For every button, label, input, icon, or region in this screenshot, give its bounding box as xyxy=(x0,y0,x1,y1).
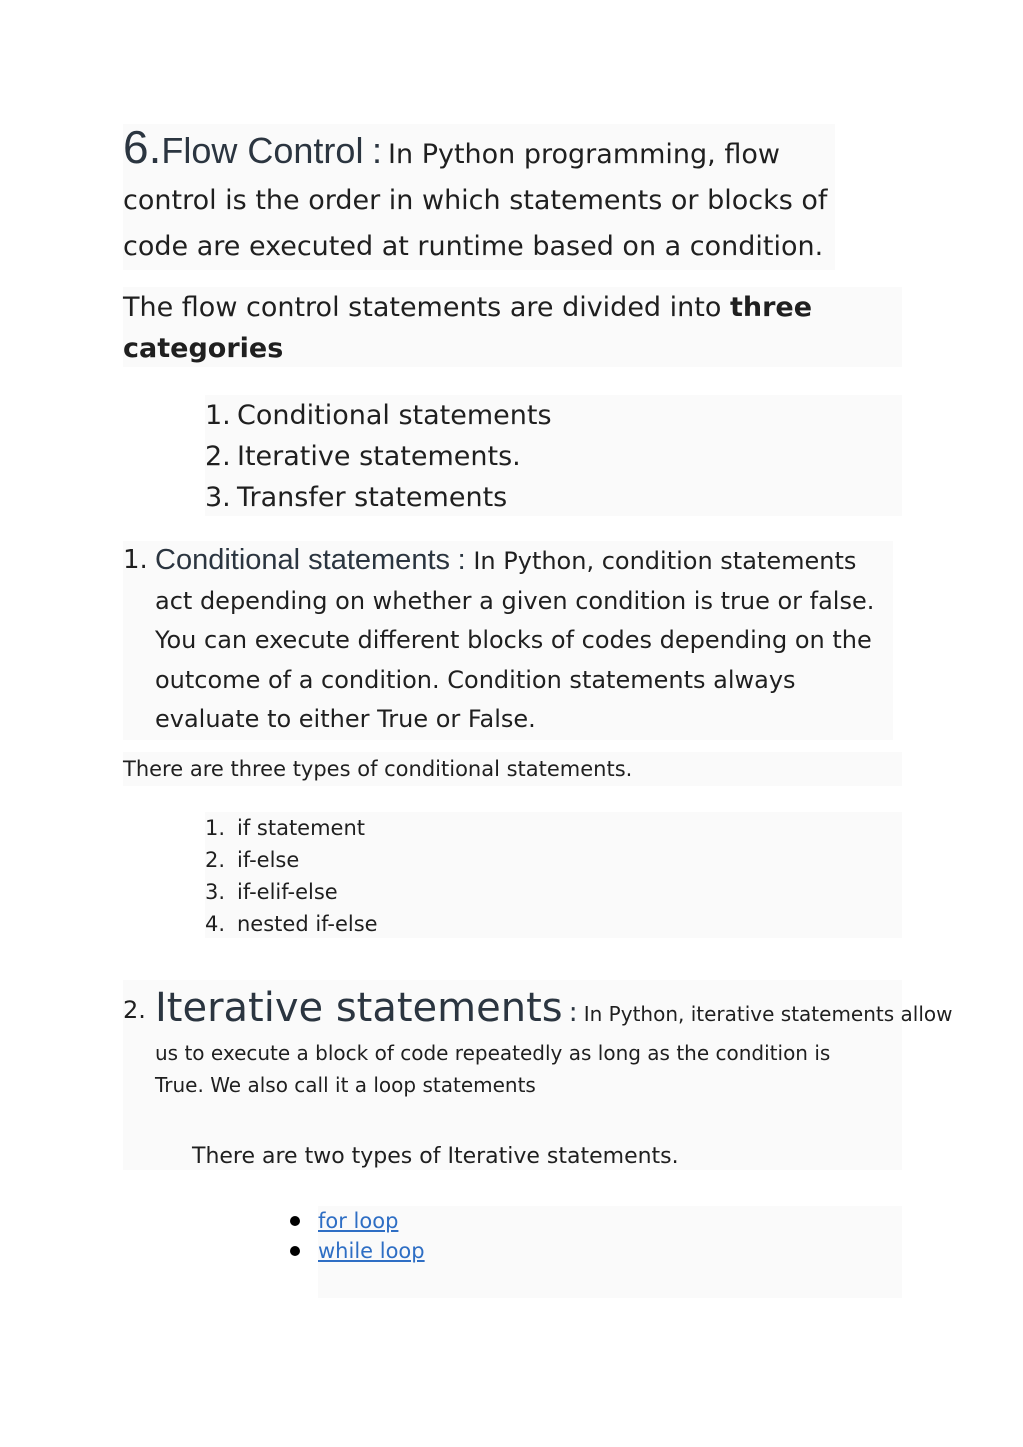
list-item xyxy=(205,908,902,940)
list-item xyxy=(318,1236,902,1266)
list-number: 2. xyxy=(205,848,226,872)
section-colon: : xyxy=(372,130,383,171)
list-label: Transfer statements xyxy=(237,482,508,513)
while-loop-link[interactable]: while loop xyxy=(318,1239,425,1263)
section-body-first: In Python, iterative statements allow xyxy=(583,1002,953,1026)
list-item xyxy=(205,812,902,844)
category-list xyxy=(205,395,902,516)
list-number: 4. xyxy=(205,912,226,936)
section-number: 2. xyxy=(123,996,146,1024)
section-title: Iterative statements xyxy=(155,985,563,1031)
list-label: Conditional statements xyxy=(237,400,552,431)
loop-list xyxy=(318,1206,902,1298)
list-item xyxy=(318,1206,902,1236)
section-body-line: True. We also call it a loop statements xyxy=(155,1073,536,1097)
categories-text: The flow control statements are divided into xyxy=(123,292,730,323)
list-number: 3. xyxy=(205,880,226,904)
section-conditional xyxy=(123,541,893,740)
section-colon: : xyxy=(457,544,466,576)
categories-paragraph xyxy=(123,287,902,367)
section-title: Flow Control xyxy=(161,130,364,171)
list-number: 1. xyxy=(205,816,226,840)
list-label: Iterative statements. xyxy=(237,441,521,472)
list-item xyxy=(205,844,902,876)
list-item xyxy=(205,436,902,477)
list-label: if-elif-else xyxy=(237,880,338,904)
list-label: if-else xyxy=(237,848,300,872)
section-body: In Python, condition statements act depending on whether a given condition is true or false. You can execute different blocks of codes depending on the outcome of a condition. Condition statements always evaluate to either True or False. xyxy=(155,547,875,733)
bullet-icon xyxy=(290,1246,300,1256)
list-label: nested if-else xyxy=(237,912,378,936)
section-title: Conditional statements xyxy=(155,544,450,576)
for-loop-link[interactable]: for loop xyxy=(318,1209,399,1233)
list-item xyxy=(205,876,902,908)
list-number: 1. xyxy=(205,400,231,431)
section-number: 1. xyxy=(123,545,148,575)
list-number: 3. xyxy=(205,482,231,513)
iterative-types-intro: There are two types of Iterative statements. xyxy=(192,1144,679,1169)
bullet-icon xyxy=(290,1216,300,1226)
section-body-line: us to execute a block of code repeatedly as long as the condition is xyxy=(155,1041,831,1065)
section-6-intro xyxy=(123,121,835,270)
categories-bold: three categories xyxy=(123,292,813,364)
section-number: 6. xyxy=(123,121,162,173)
list-item xyxy=(205,477,902,518)
section-iterative xyxy=(123,980,953,1170)
list-label: if statement xyxy=(237,816,366,840)
conditional-types-intro: There are three types of conditional statements. xyxy=(123,752,902,786)
section-colon: : xyxy=(568,997,578,1028)
conditional-types-list xyxy=(205,812,902,938)
section-body: In Python programming, flow control is the order in which statements or blocks of code are executed at runtime based on a condition. xyxy=(123,139,828,262)
list-item xyxy=(205,395,902,436)
list-number: 2. xyxy=(205,441,231,472)
